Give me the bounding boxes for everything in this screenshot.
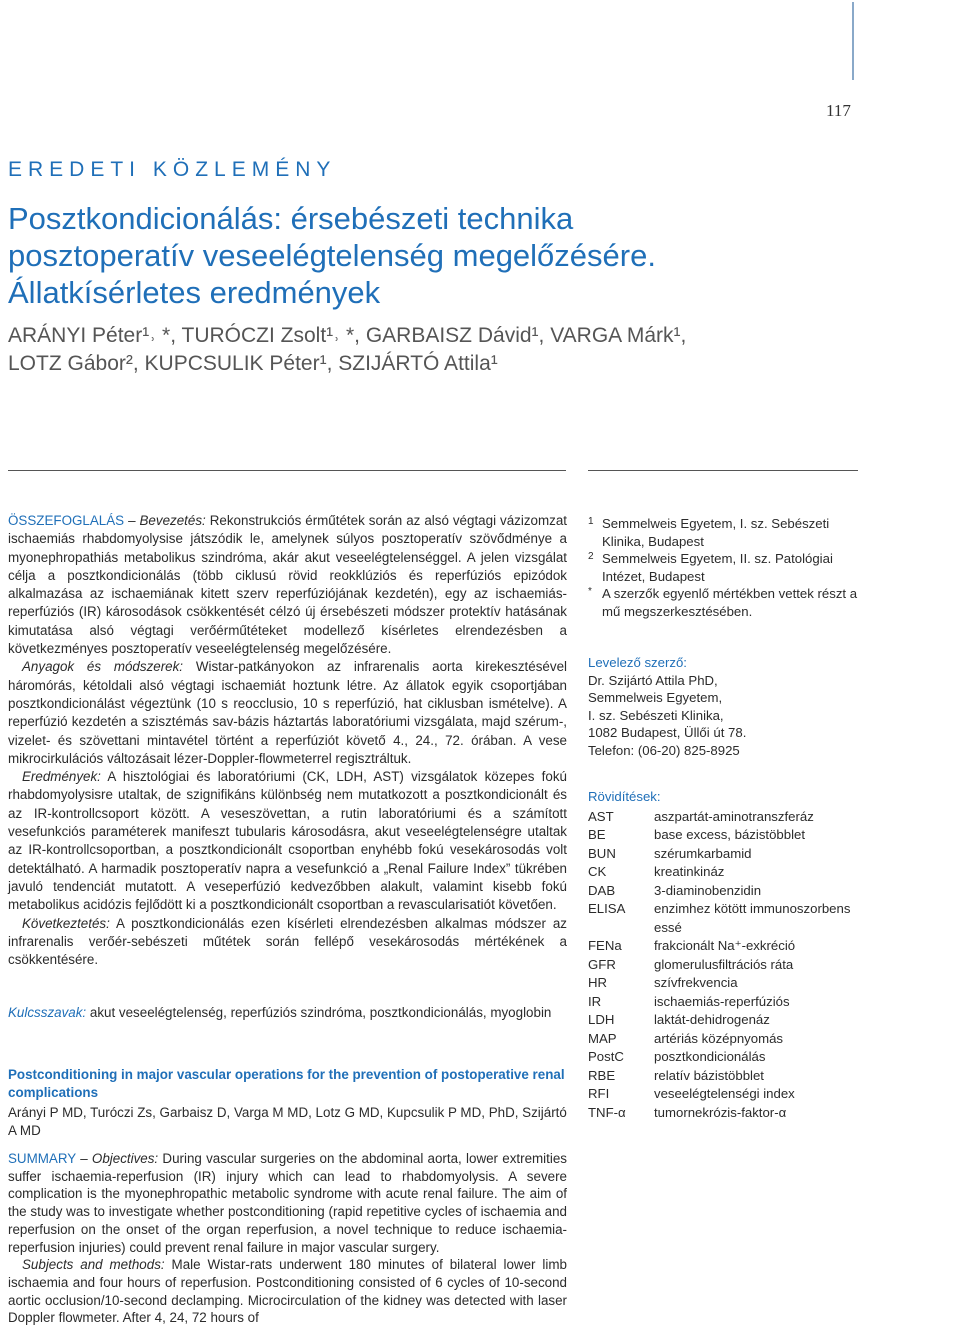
abbreviation-term: DAB	[588, 882, 616, 898]
abbreviation-term: TNF-α	[588, 1104, 626, 1120]
abbreviation-row	[588, 1104, 858, 1123]
affiliation-item	[588, 585, 858, 620]
abbreviations-table	[588, 808, 858, 1123]
title-line: Posztkondicionálás: érsebészeti technika	[8, 201, 574, 236]
abbreviation-term: CK	[588, 864, 607, 880]
abstract-heading: ÖSSZEFOGLALÁS	[8, 513, 125, 528]
correspondence-line: Dr. Szijártó Attila PhD,	[588, 672, 718, 688]
author-line: LOTZ Gábor², KUPCSULIK Péter¹, SZIJÁRTÓ Attila¹	[8, 352, 498, 375]
english-authors: Arányi P MD, Turóczi Zs, Garbaisz D, Varga M MD, Lotz G MD, Kupcsulik P MD, PhD, Szijártó A MD	[8, 1105, 567, 1139]
abbreviation-row	[588, 937, 858, 956]
abbreviation-row	[588, 1067, 858, 1086]
objectives-text: During vascular surgeries on the abdominal aorta, lower extremities suffer ischaemia-reperfusion (IR) injury which can lead to rhabdomyolysis. A severe complication is the myonephropathic metabolic syndrome with acute renal failure. The aim of the study was to investigate whether postconditioning (rapid repetitive cycles of ischaemia and reperfusion on the onset of the organ reperfusion, a novel technique to reduce ischaemia-reperfusion injuries) could prevent renal failure in major vascular surgery.	[8, 1151, 567, 1255]
abbreviation-row	[588, 1048, 858, 1067]
abbreviation-row	[588, 808, 858, 827]
summary-english	[8, 1150, 567, 1327]
affiliation-item	[588, 550, 858, 585]
abbreviation-row	[588, 863, 858, 882]
correspondence-line: Telefon: (06-20) 825-8925	[588, 742, 740, 758]
abbreviation-definition: glomerulusfiltrációs ráta	[654, 956, 794, 972]
results-text: A hisztológiai és laboratóriumi (CK, LDH, AST) vizsgálatok közepes fokú rhabdomyolysisre utaltak, de szignifikáns különbség nem mutatkozott a posztkondicionált és az IR-kontrollcsoport között. A veseszövettan, a rutin laboratóriumi és a számított vesefunkciós paraméterek manifeszt tubularis károsodásra, akut veseelégtelenségre utaltak az IR-kontrollcsoportban, a posztkondicionált csoportban enyhébb fokú vesekárosodás volt detektálható. A harmadik posztoperatív napra a vesefunkció a „Renal Failure Index” tükrében javuló tendenciát mutatott. A veseperfúzió kedvezőbben alakult, valamint kisebb fokú metabolikus acidózis fejlődött ki a posztkondicionált csoportban a revascularisatiót követően.	[8, 769, 567, 913]
affiliation-item	[588, 515, 858, 550]
english-title: Postconditioning in major vascular operations for the prevention of postoperative renal complications	[8, 1067, 565, 1101]
abbreviation-definition: tumornekrózis-faktor-α	[654, 1104, 787, 1120]
abbreviation-row	[588, 1030, 858, 1049]
abbreviation-row	[588, 956, 858, 975]
affiliation-text: Semmelweis Egyetem, I. sz. Sebészeti Klinika, Budapest	[602, 516, 830, 549]
subjects-methods-text: Male Wistar-rats underwent 180 minutes of bilateral lower limb ischaemia and four hours of reperfusion. Postconditioning consisted of 6 cycles of 10-second aortic occlusion/10-second declamping. Microcirculation of the kidney was detected with laser Doppler flowmeter. After 4, 24, 72 hours of	[8, 1257, 567, 1326]
abbreviation-definition: veseelégtelenségi index	[654, 1086, 795, 1102]
conclusion-label: Következtetés:	[22, 915, 110, 931]
abbreviation-definition: laktát-dehidrogenáz	[654, 1012, 770, 1028]
affiliation-text: A szerzők egyenlő mértékben vettek részt a mű megszerkesztésében.	[602, 586, 858, 619]
abbreviation-term: BE	[588, 827, 606, 843]
abbreviation-row	[588, 826, 858, 845]
abbreviation-term: AST	[588, 808, 614, 824]
correspondence	[588, 654, 858, 760]
abbreviation-row	[588, 900, 858, 937]
affiliation-mark: 2	[588, 551, 594, 563]
author-list	[8, 322, 888, 378]
intro-text: Rekonstrukciós érműtétek során az alsó végtagi vázizomzat ischaemiás rhabdomyolysise játszódik le, amelynek súlyos posztoperatív szövődménye a myonephropathiás metabolikus szindróma, akár akut veseelégtelenséggel. A jelen vizsgálat célja a posztkondicionálás (több ciklusú rövid reokklúziós és reperfúziós epizódok alkalmazása az ischaemiának kitett szerv reperfúziójának kezdetén), egy az ischaemiás-reperfúziós (IR) károsodások csökkentését célzó új érsebészeti módszer protektív hatásának kimutatása alsó végtagi verőérműtéteket modellező kísérletes elrendezésben a következményes posztoperatív veseelégtelenség megelőzésére.	[8, 513, 567, 657]
abbreviation-row	[588, 1085, 858, 1104]
summary-heading: SUMMARY	[8, 1151, 76, 1166]
keywords	[8, 1004, 567, 1022]
dash: –	[128, 513, 140, 528]
abbreviation-term: IR	[588, 993, 602, 1009]
divider-right	[588, 470, 858, 471]
title-line: posztoperatív veseelégtelenség megelőzésére.	[8, 238, 656, 273]
correspondence-line: I. sz. Sebészeti Klinika,	[588, 707, 724, 723]
abbreviation-row	[588, 882, 858, 901]
abbreviation-term: ELISA	[588, 901, 626, 917]
abbreviation-term: BUN	[588, 845, 616, 861]
affiliations	[588, 515, 858, 621]
abbreviation-term: GFR	[588, 956, 616, 972]
keywords-label: Kulcsszavak:	[8, 1005, 87, 1020]
affiliation-mark: *	[588, 586, 592, 598]
section-label: EREDETI KÖZLEMÉNY	[8, 158, 337, 181]
abbreviation-definition: szívfrekvencia	[654, 975, 738, 991]
methods-text: Wistar-patkányokon az infrarenalis aorta kirekesztésével háromórás, kétoldali alsó végtagi ischaemiát hoztunk létre. Az állatok egyik csoportjában posztkondicionálást végeztünk (10 s reocclusio, 10 s reperfúzió, hat ciklusban ismételve). A reperfúzió kezdetén a szisztémás sav-bázis háztartás laboratóriumi vizsgálata, majd szérum-, vizelet- és szövettani mintavétel történt a reperfúziót követő 4., 24., 72. órában. A vese mikrocirkulációs változásait lézer-Doppler-flowmeterrel regisztráltuk.	[8, 659, 567, 766]
affiliation-mark: 1	[588, 516, 594, 527]
abbreviation-row	[588, 974, 858, 993]
methods-label: Anyagok és módszerek:	[22, 659, 184, 675]
abbreviations-heading: Rövidítések:	[588, 789, 661, 804]
abbreviation-definition: ischaemiás-reperfúziós	[654, 993, 790, 1009]
title-line: Állatkísérletes eredmények	[8, 275, 381, 310]
abbreviation-term: RBE	[588, 1067, 616, 1083]
subjects-methods-label: Subjects and methods:	[22, 1257, 165, 1273]
abbreviation-term: RFI	[588, 1086, 610, 1102]
page-number: 117	[826, 101, 851, 120]
abbreviation-row	[588, 1011, 858, 1030]
correspondence-heading: Levelező szerző:	[588, 655, 687, 670]
abbreviation-row	[588, 993, 858, 1012]
author-line: ARÁNYI Péter¹˒ *, TURÓCZI Zsolt¹˒ *, GARBAISZ Dávid¹, VARGA Márk¹,	[8, 324, 687, 347]
abbreviation-definition: posztkondicionálás	[654, 1049, 766, 1065]
results-label: Eredmények:	[22, 769, 101, 785]
abbreviation-definition: enzimhez kötött immunoszorbens essé	[654, 901, 851, 935]
abbreviation-definition: frakcionált Na⁺-exkréció	[654, 938, 796, 954]
abbreviations	[588, 788, 858, 1122]
abbreviation-row	[588, 845, 858, 864]
abbreviation-term: FENa	[588, 938, 622, 954]
abbreviation-term: MAP	[588, 1030, 617, 1046]
divider-left	[8, 470, 566, 471]
dash: –	[80, 1151, 92, 1166]
abbreviation-definition: szérumkarbamid	[654, 845, 752, 861]
top-decorative-rule	[852, 2, 854, 80]
abbreviation-definition: 3-diaminobenzidin	[654, 882, 762, 898]
abbreviation-term: HR	[588, 975, 608, 991]
correspondence-line: 1082 Budapest, Üllői út 78.	[588, 725, 747, 741]
abbreviation-definition: aszpartát-aminotranszferáz	[654, 808, 814, 824]
conclusion-text: A posztkondicionálás ezen kísérleti elrendezésben alkalmas módszer az infrarenalis verőér-sebészeti műtétek során fellépő vesekárosodás mértékének a csökkentésére.	[8, 915, 568, 968]
intro-label: Bevezetés:	[139, 513, 206, 528]
affiliation-text: Semmelweis Egyetem, II. sz. Patológiai Intézet, Budapest	[602, 551, 833, 584]
keywords-text: akut veseelégtelenség, reperfúziós szindróma, posztkondicionálás, myoglobin	[89, 1005, 552, 1020]
abstract-hungarian	[8, 512, 567, 969]
abbreviation-definition: artériás középnyomás	[654, 1030, 784, 1046]
abbreviation-term: LDH	[588, 1012, 615, 1028]
abbreviation-definition: relatív bázistöbblet	[654, 1067, 764, 1083]
correspondence-line: Semmelweis Egyetem,	[588, 690, 723, 706]
objectives-label: Objectives:	[91, 1151, 159, 1166]
abbreviation-term: PostC	[588, 1049, 624, 1065]
abbreviation-definition: base excess, bázistöbblet	[654, 827, 806, 843]
abbreviation-definition: kreatinkináz	[654, 864, 725, 880]
article-title	[8, 200, 888, 311]
